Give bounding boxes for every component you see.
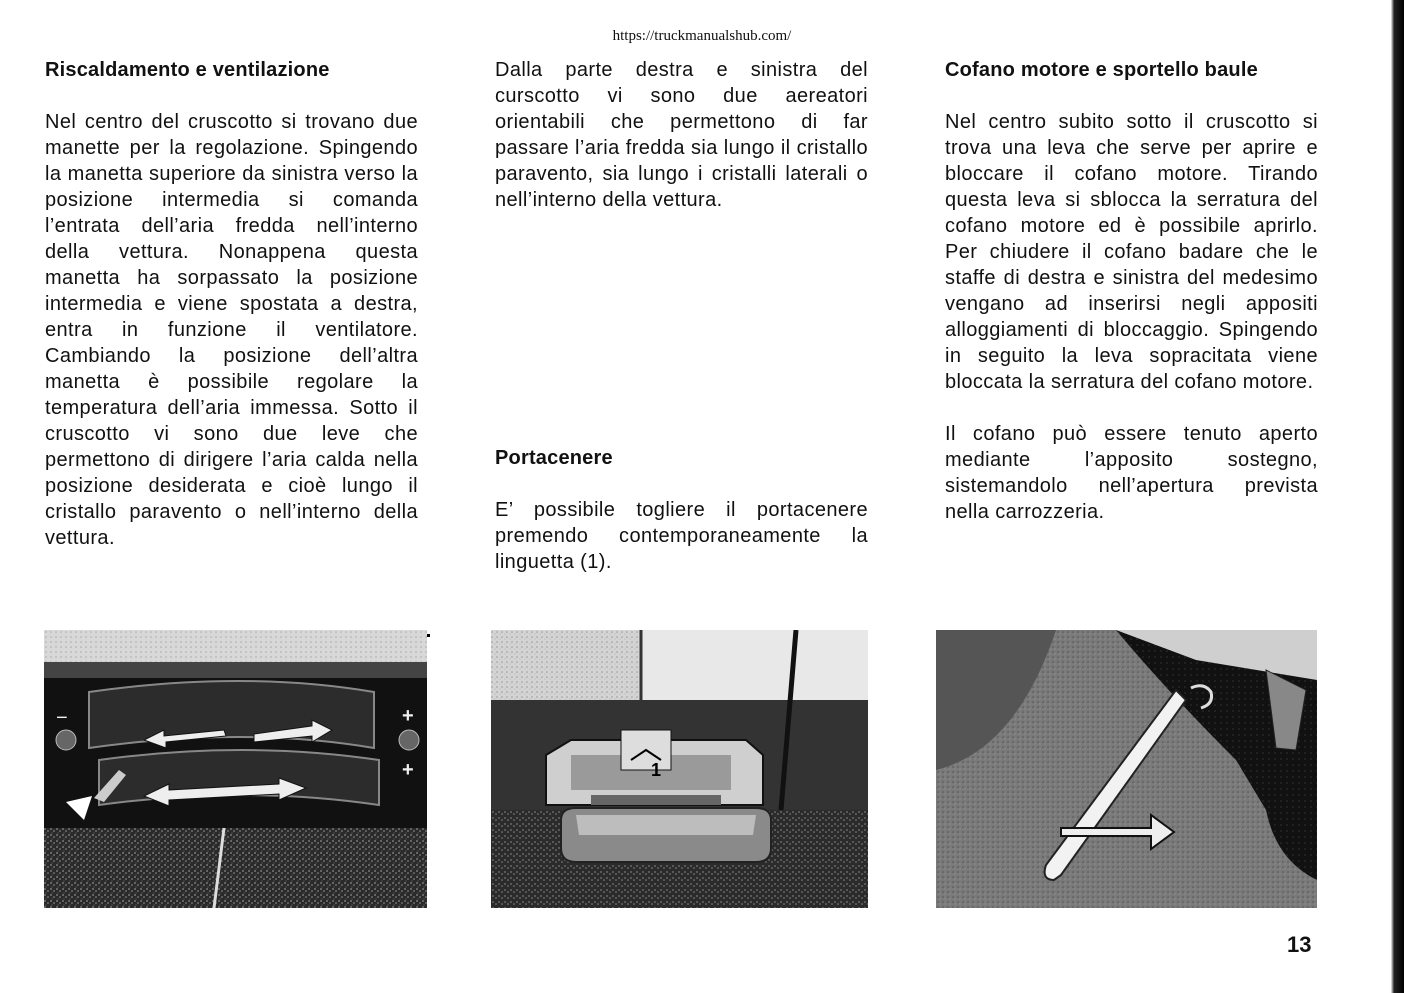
- column-bonnet: [945, 57, 1318, 525]
- column-vents: [495, 57, 868, 213]
- text-heating: Nel centro del cruscotto si trovano due manette per la regolazione. Spingendo la manetta superiore da sinistra verso la posizione intermedia si comanda l’entrata dell’aria fredda nell’interno della vettura. Nonappena questa manetta ha sorpassato la posizione intermedia e viene spostata a destra, entra in funzione il ventilatore. Cambiando la posizione dell’altra manetta è possibile regolare la temperatura dell’aria immessa. Sotto il cruscotto vi sono due leve che permettono di dirigere l’aria calda nella posizione desiderata e cioè lungo il cristallo paravento o nell’interno della vettura.: [45, 111, 418, 549]
- photo1-plus-bottom: +: [402, 759, 414, 781]
- photo-heating-controls: [44, 630, 427, 908]
- scan-edge: [1382, 0, 1404, 993]
- photo1-minus: −: [56, 707, 68, 729]
- text-bonnet-2: Il cofano può essere tenuto aperto mediante l’apposito sostegno, sistemandolo nell’apertura prevista nella carrozzeria.: [945, 423, 1318, 523]
- heading-ashtray: Portacenere: [495, 447, 613, 469]
- photo2-callout-label: 1: [651, 760, 662, 780]
- page-number: 13: [1287, 932, 1312, 957]
- photo-ashtray: [491, 630, 868, 908]
- text-ashtray: E’ possibile togliere il portacenere premendo contemporaneamente la linguetta (1).: [495, 499, 868, 573]
- photo1-plus-top: +: [402, 705, 414, 727]
- photo-bonnet-lever: [936, 630, 1317, 908]
- heading-heating: Riscaldamento e ventilazione: [45, 59, 330, 81]
- text-vents: Dalla parte destra e sinistra del curscotto vi sono due aereatori orientabili che permettono di far passare l’aria fredda sia lungo il cristallo paravento, sia lungo i cristalli laterali o nell’interno della vettura.: [495, 59, 868, 211]
- heading-bonnet: Cofano motore e sportello baule: [945, 59, 1258, 81]
- column-ashtray: [495, 445, 868, 575]
- text-bonnet-1: Nel centro subito sotto il cruscotto si trova una leva che serve per aprire e bloccare il cofano motore. Tirando questa leva si sblocca la serratura del cofano motore ed è possibile aprirlo. Per chiudere il cofano badare che le staffe di destra e sinistra del medesimo vengano ad inserirsi negli appositi alloggiamenti di bloccaggio. Spingendo in seguito la leva sopracitata viene bloccata la serratura del cofano motore.: [945, 111, 1318, 393]
- source-url: https://truckmanualshub.com/: [612, 28, 792, 44]
- column-heating: [45, 57, 418, 551]
